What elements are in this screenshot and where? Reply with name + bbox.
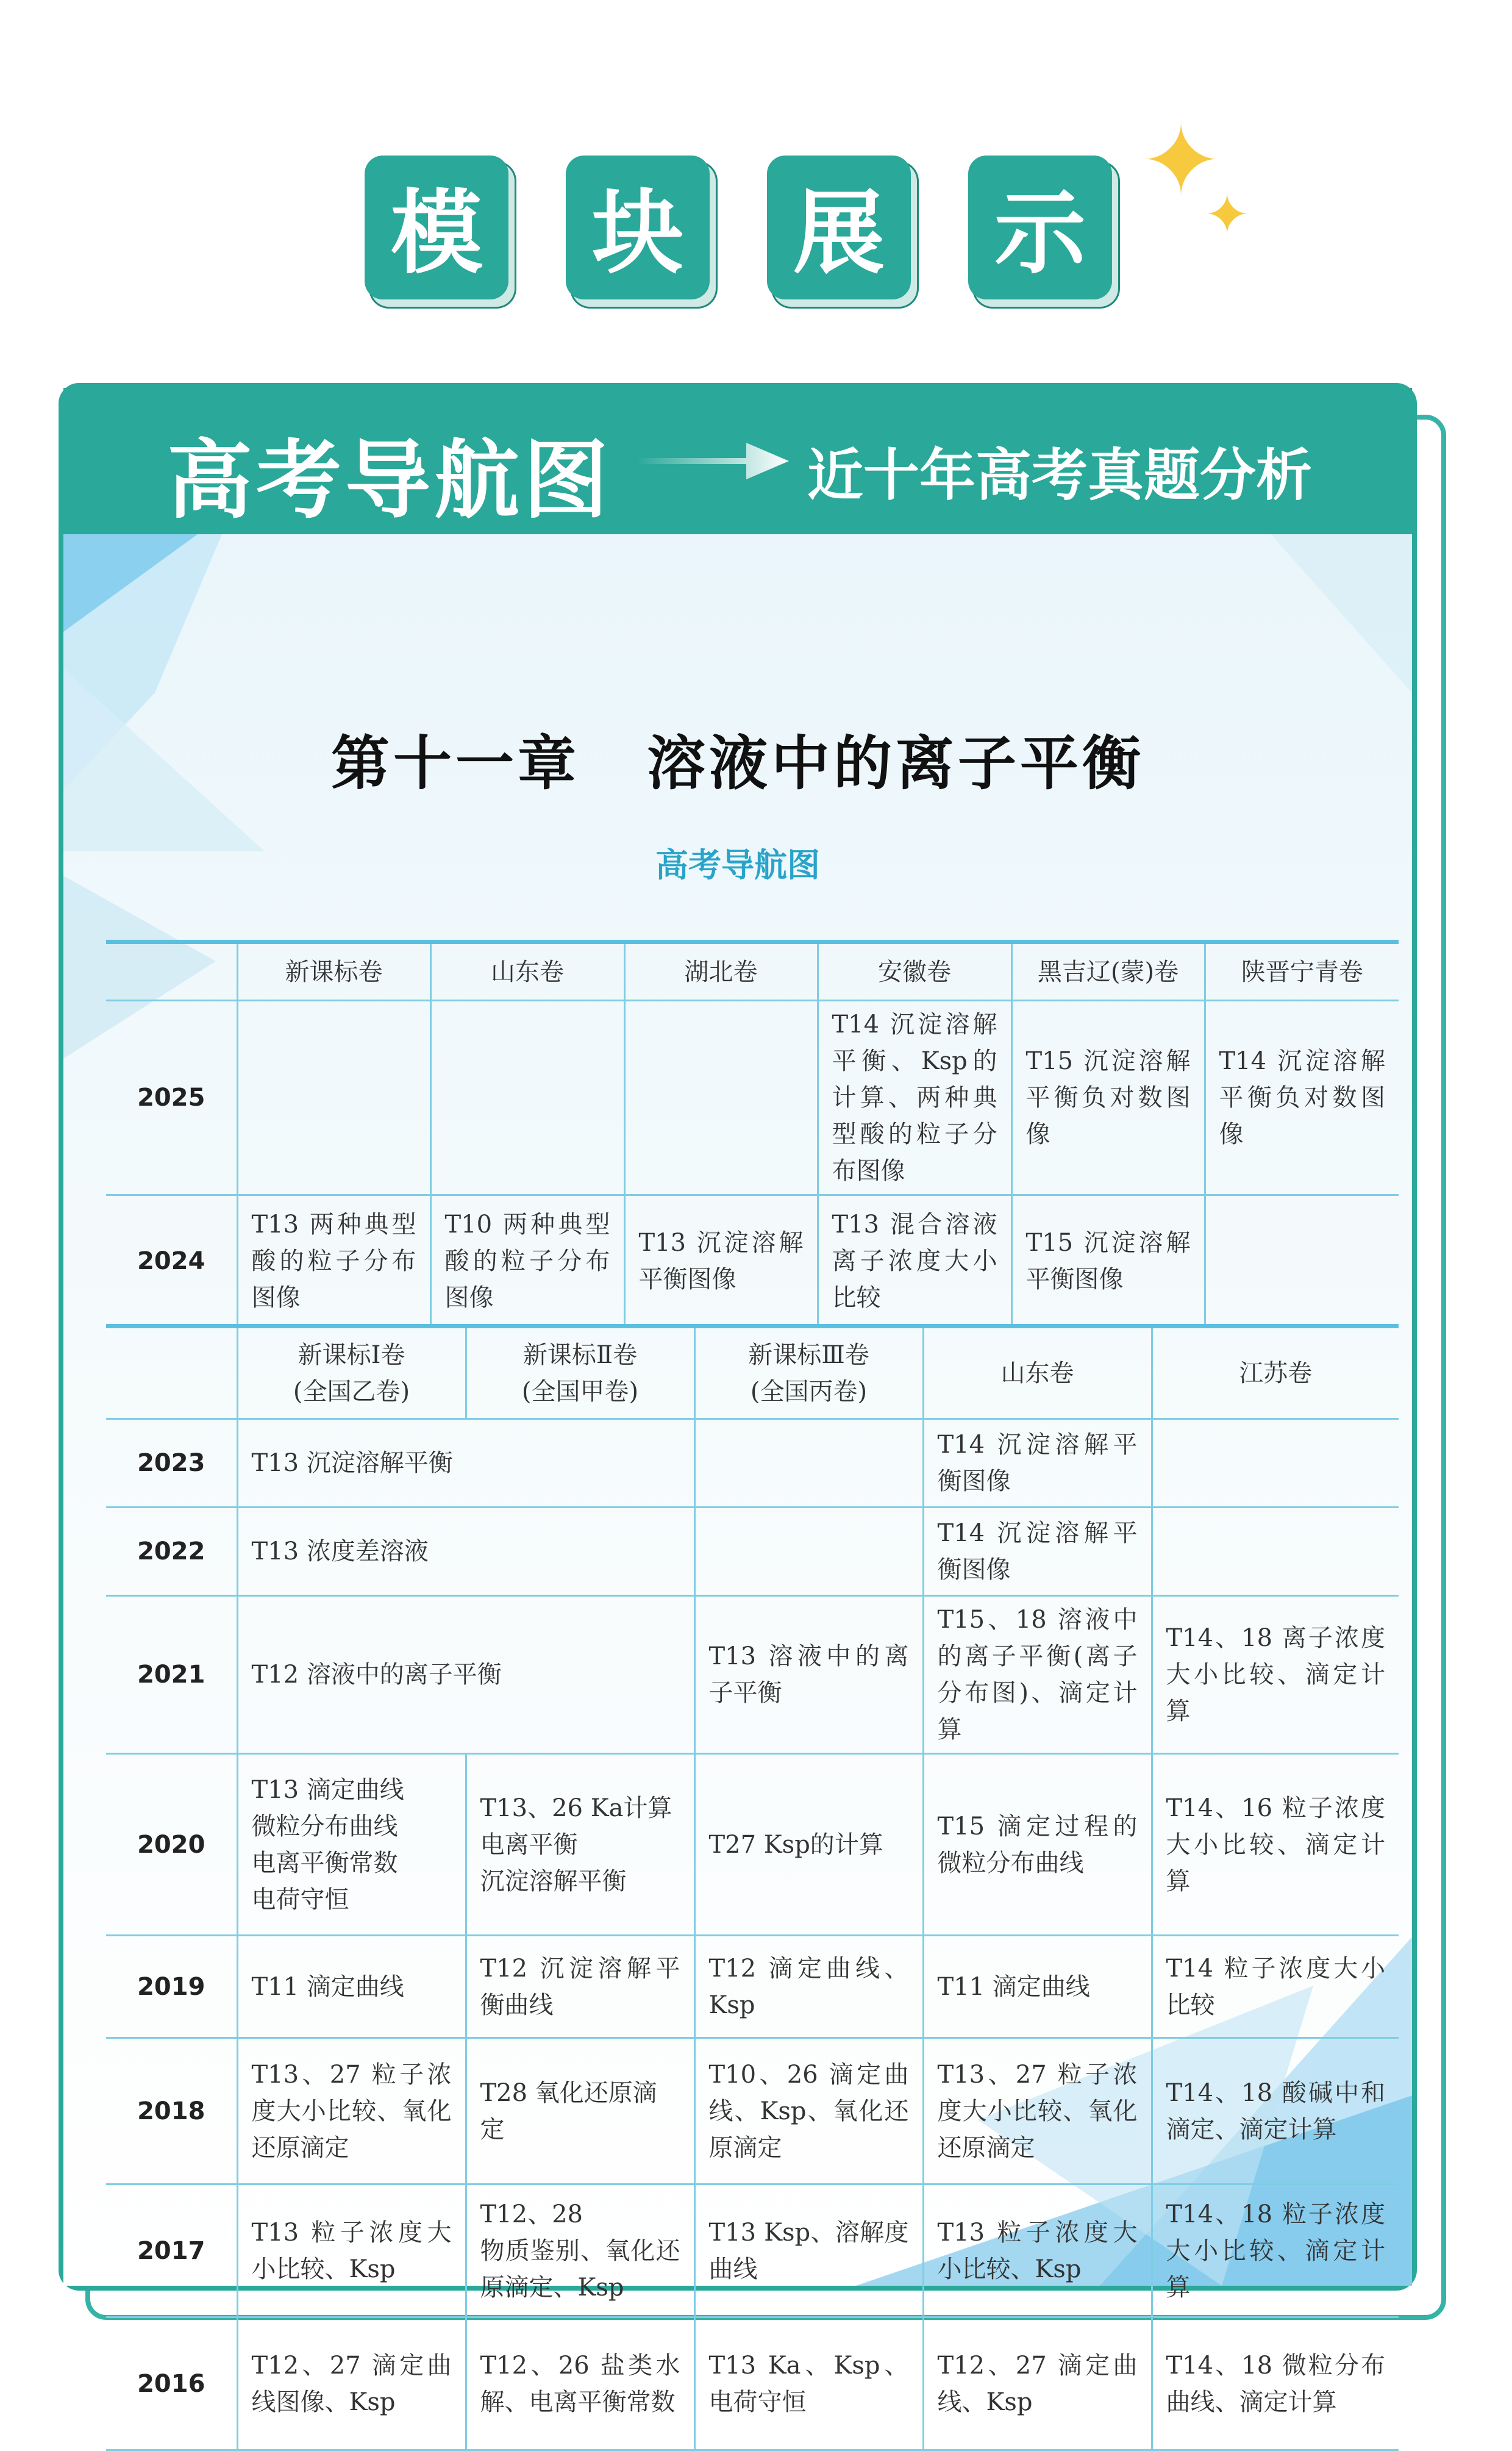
table-cell: T10 两种典型酸的粒子分布图像 bbox=[430, 1195, 624, 1327]
chapter-title bbox=[63, 717, 1412, 801]
year-cell: 2018 bbox=[106, 2038, 237, 2184]
sparkle-icon: ✦ bbox=[1204, 183, 1250, 247]
table-cell: T10、26 滴定曲线、Ksp、氧化还原滴定 bbox=[694, 2038, 923, 2184]
header-cell: 安徽卷 bbox=[818, 942, 1011, 1001]
table-row bbox=[106, 1195, 1399, 1327]
table-cell: T12、27 滴定曲线图像、Ksp bbox=[237, 2317, 466, 2450]
table-cell: T12、27 滴定曲线、Ksp bbox=[923, 2317, 1152, 2450]
header-cell: 黑吉辽(蒙)卷 bbox=[1011, 942, 1205, 1001]
table-cell: T14、16 粒子浓度大小比较、滴定计算 bbox=[1152, 1754, 1399, 1936]
table-cell: T13 溶液中的离子平衡 bbox=[694, 1596, 923, 1754]
table-cell bbox=[694, 1508, 923, 1596]
table-cell: T13 混合溶液离子浓度大小比较 bbox=[818, 1195, 1011, 1327]
table-cell: T28 氧化还原滴定 bbox=[466, 2038, 694, 2184]
year-cell: 2025 bbox=[106, 1001, 237, 1195]
year-cell: 2016 bbox=[106, 2317, 237, 2450]
table-cell: T13 沉淀溶解平衡图像 bbox=[624, 1195, 818, 1327]
table-cell: T12 沉淀溶解平衡曲线 bbox=[466, 1936, 694, 2038]
table-cell bbox=[624, 1001, 818, 1195]
year-cell: 2019 bbox=[106, 1936, 237, 2038]
banner-title: 高考导航图 bbox=[167, 431, 613, 531]
chapter-number: 第十一章 bbox=[331, 729, 580, 798]
table-cell: T14 粒子浓度大小比较 bbox=[1152, 1936, 1399, 2038]
table-row bbox=[106, 2038, 1399, 2184]
table-cell: T15、18 溶液中的离子平衡(离子分布图)、滴定计算 bbox=[923, 1596, 1152, 1754]
table-cell: T14、18 粒子浓度大小比较、滴定计算 bbox=[1152, 2184, 1399, 2317]
header-cell: 江苏卷 bbox=[1152, 1326, 1399, 1419]
card-body bbox=[63, 534, 1412, 2416]
table-header-row bbox=[106, 1326, 1399, 1419]
table-cell: T11 滴定曲线 bbox=[237, 1936, 466, 2038]
title-tile-2: 块 bbox=[566, 156, 710, 299]
table-cell: T14、18 酸碱中和滴定、滴定计算 bbox=[1152, 2038, 1399, 2184]
year-cell: 2022 bbox=[106, 1508, 237, 1596]
table-cell: T15 沉淀溶解平衡负对数图像 bbox=[1011, 1001, 1205, 1195]
title-tile-1: 模 bbox=[365, 156, 508, 299]
navigation-card bbox=[59, 383, 1417, 2416]
exam-table-recent bbox=[106, 940, 1399, 1328]
header-cell: 新课标卷 bbox=[237, 942, 430, 1001]
table-cell: T13、27 粒子浓度大小比较、氧化还原滴定 bbox=[237, 2038, 466, 2184]
title-tile-3: 展 bbox=[767, 156, 911, 299]
table-header-row bbox=[106, 942, 1399, 1001]
table-row bbox=[106, 1936, 1399, 2038]
table-cell: T27 Ksp的计算 bbox=[694, 1754, 923, 1936]
table-cell bbox=[1205, 1195, 1399, 1327]
year-cell: 2020 bbox=[106, 1754, 237, 1936]
table-cell: T12、26 盐类水解、电离平衡常数 bbox=[466, 2317, 694, 2450]
table-cell: T13 沉淀溶解平衡 bbox=[237, 1419, 694, 1508]
table-row bbox=[106, 1596, 1399, 1754]
header-cell: 山东卷 bbox=[923, 1326, 1152, 1419]
year-cell: 2021 bbox=[106, 1596, 237, 1754]
chapter-name: 溶液中的离子平衡 bbox=[647, 729, 1144, 798]
sparkle-icon: ✦ bbox=[1140, 104, 1222, 218]
year-cell: 2024 bbox=[106, 1195, 237, 1327]
table-cell bbox=[430, 1001, 624, 1195]
table-cell: T13 粒子浓度大小比较、Ksp bbox=[237, 2184, 466, 2317]
table-cell: T15 沉淀溶解平衡图像 bbox=[1011, 1195, 1205, 1327]
table-cell: T13、27 粒子浓度大小比较、氧化还原滴定 bbox=[923, 2038, 1152, 2184]
table-cell: T13 两种典型酸的粒子分布图像 bbox=[237, 1195, 430, 1327]
table-cell: T14 沉淀溶解平衡图像 bbox=[923, 1508, 1152, 1596]
table-cell: T13 粒子浓度大小比较、Ksp bbox=[923, 2184, 1152, 2317]
header-cell: 湖北卷 bbox=[624, 942, 818, 1001]
section-title: 高考导航图 bbox=[655, 846, 820, 884]
table-cell: T13、26 Ka计算 电离平衡 沉淀溶解平衡 bbox=[466, 1754, 694, 1936]
header-cell: 山东卷 bbox=[430, 942, 624, 1001]
table-cell: T13 滴定曲线 微粒分布曲线 电离平衡常数 电荷守恒 bbox=[237, 1754, 466, 1936]
header-cell: 新课标Ⅰ卷 (全国乙卷) bbox=[237, 1326, 466, 1419]
table-cell: T11 滴定曲线 bbox=[923, 1936, 1152, 2038]
table-row bbox=[106, 2184, 1399, 2317]
header-cell: 新课标Ⅲ卷 (全国丙卷) bbox=[694, 1326, 923, 1419]
table-row bbox=[106, 1419, 1399, 1508]
table-row bbox=[106, 1508, 1399, 1596]
table-cell: T13 Ksp、溶解度曲线 bbox=[694, 2184, 923, 2317]
table-cell: T13 浓度差溶液 bbox=[237, 1508, 694, 1596]
table-cell bbox=[694, 1419, 923, 1508]
table-cell: T12 滴定曲线、Ksp bbox=[694, 1936, 923, 2038]
banner bbox=[63, 388, 1412, 534]
table-cell bbox=[237, 1001, 430, 1195]
title-tile-4: 示 bbox=[968, 156, 1112, 299]
table-row bbox=[106, 2317, 1399, 2450]
table-cell: T14、18 微粒分布曲线、滴定计算 bbox=[1152, 2317, 1399, 2450]
table-cell: T14 沉淀溶解平衡图像 bbox=[923, 1419, 1152, 1508]
exam-table-history bbox=[106, 1324, 1399, 2451]
banner-subtitle: 近十年高考真题分析 bbox=[807, 443, 1313, 508]
arrow-right-icon bbox=[637, 424, 795, 498]
table-cell bbox=[1152, 1508, 1399, 1596]
table-cell: T14、18 离子浓度大小比较、滴定计算 bbox=[1152, 1596, 1399, 1754]
table-cell: T15 滴定过程的微粒分布曲线 bbox=[923, 1754, 1152, 1936]
module-title bbox=[365, 156, 1121, 314]
table-cell: T14 沉淀溶解平衡、Ksp的计算、两种典型酸的粒子分布图像 bbox=[818, 1001, 1011, 1195]
table-cell: T12 溶液中的离子平衡 bbox=[237, 1596, 694, 1754]
table-cell bbox=[1152, 1419, 1399, 1508]
header-cell: 新课标Ⅱ卷 (全国甲卷) bbox=[466, 1326, 694, 1419]
year-cell: 2023 bbox=[106, 1419, 237, 1508]
header-cell bbox=[106, 1326, 237, 1419]
header-cell bbox=[106, 942, 237, 1001]
table-row bbox=[106, 1001, 1399, 1195]
table-cell: T12、28 物质鉴别、氧化还原滴定、Ksp bbox=[466, 2184, 694, 2317]
header-cell: 陕晋宁青卷 bbox=[1205, 942, 1399, 1001]
table-cell: T13 Ka、Ksp、电荷守恒 bbox=[694, 2317, 923, 2450]
year-cell: 2017 bbox=[106, 2184, 237, 2317]
table-cell: T14 沉淀溶解平衡负对数图像 bbox=[1205, 1001, 1399, 1195]
table-row bbox=[106, 1754, 1399, 1936]
